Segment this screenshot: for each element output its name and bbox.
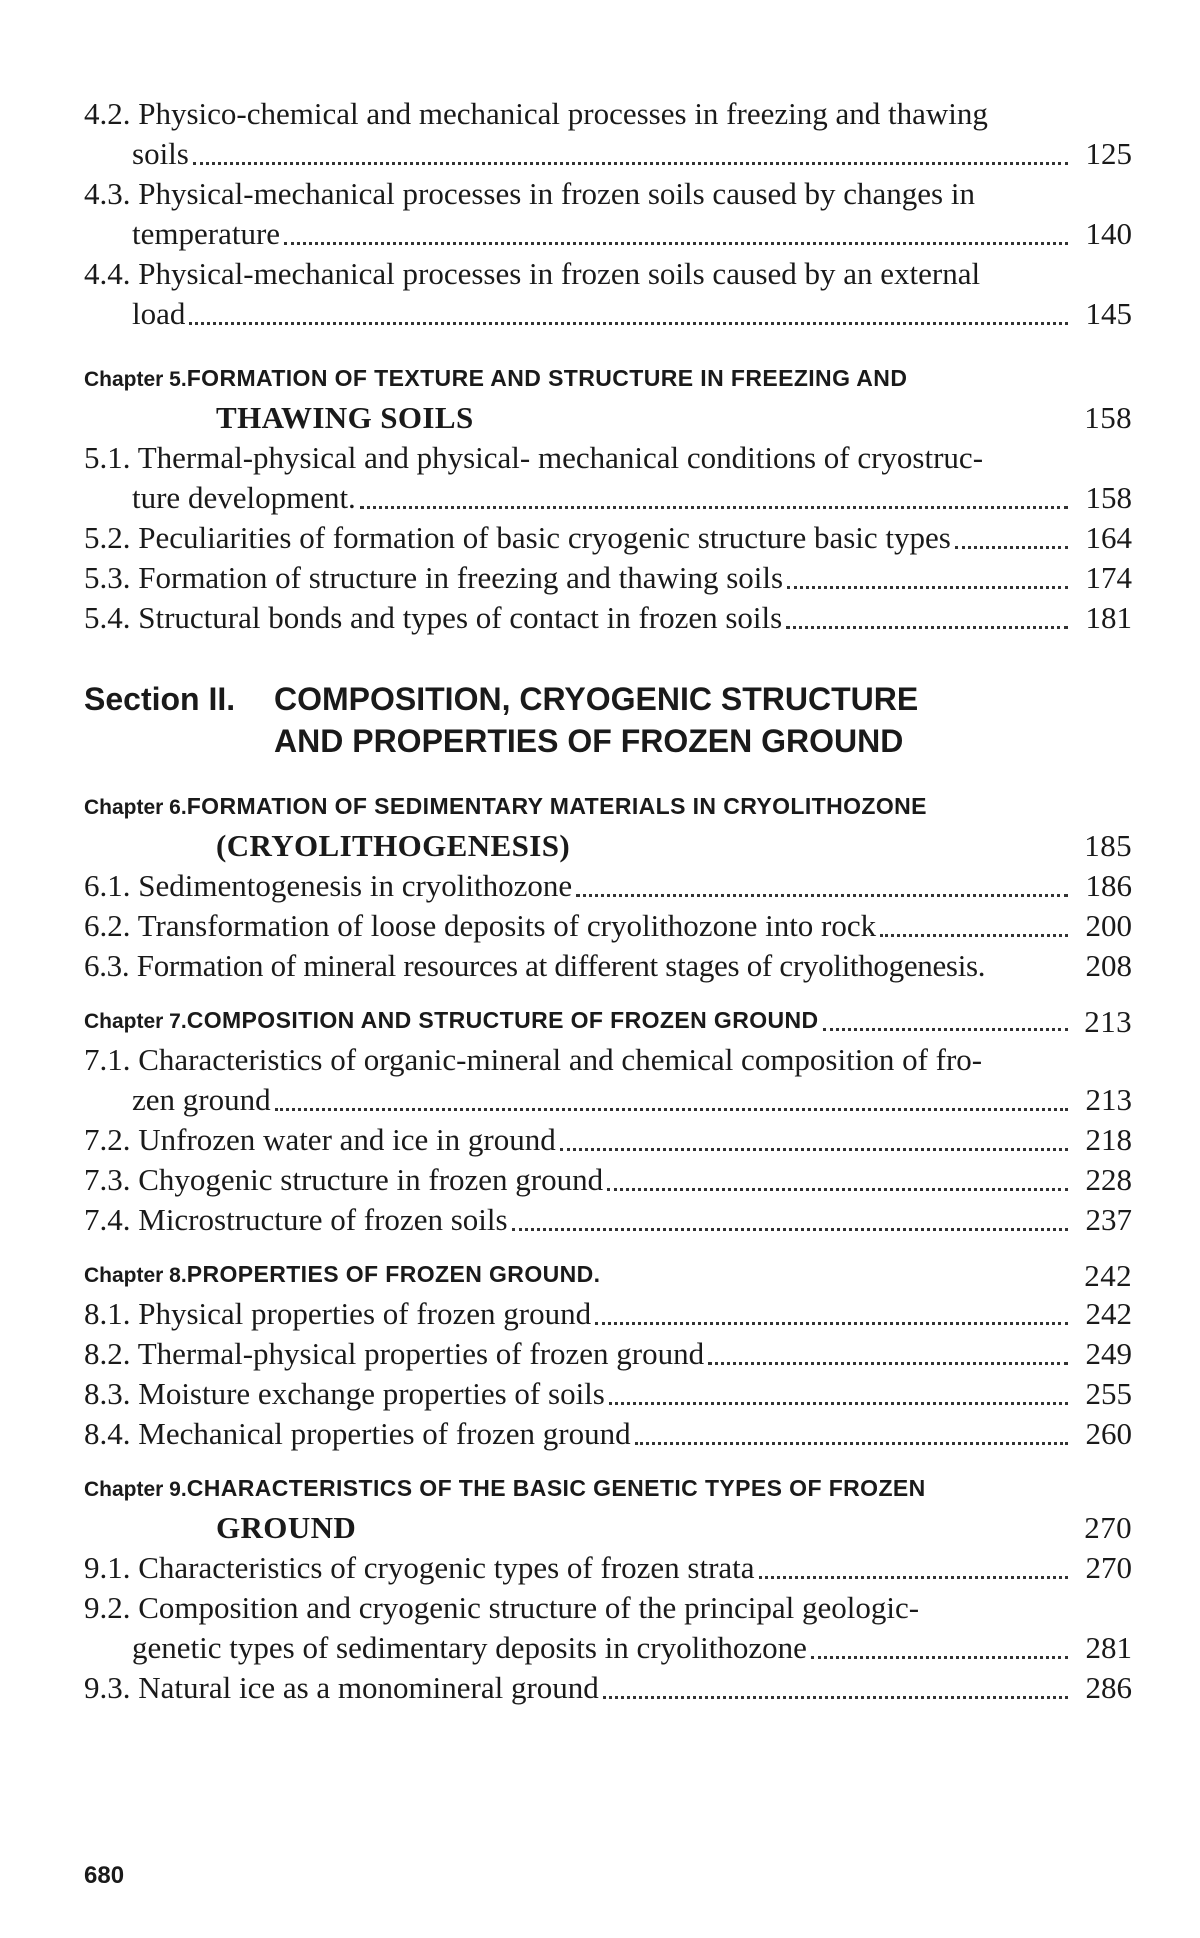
chapter-label: Chapter 8.	[84, 1264, 187, 1287]
entry-number: 7.1.	[84, 1042, 131, 1077]
toc-entry-9-3	[84, 1668, 1132, 1708]
entry-number: 6.2.	[84, 908, 131, 943]
chapter-title: CHARACTERISTICS OF THE BASIC GENETIC TYPES OF FROZEN	[186, 1475, 926, 1501]
page-number: 213	[1085, 1082, 1132, 1117]
page-number: 270	[1084, 1510, 1132, 1545]
chapter-label: Chapter 5.	[84, 368, 187, 391]
entry-title: Composition and cryogenic structure of the principal geologic-	[138, 1590, 920, 1625]
entry-title: Physical properties of frozen ground	[138, 1296, 592, 1331]
dot-leader	[360, 506, 1068, 509]
chapter-title: FORMATION OF TEXTURE AND STRUCTURE IN FREEZING AND	[186, 365, 908, 391]
toc-entry-8-1	[84, 1294, 1132, 1334]
toc-entry-7-4	[84, 1200, 1132, 1240]
chapter-title: PROPERTIES OF FROZEN GROUND.	[186, 1261, 601, 1287]
page-number: 237	[1085, 1202, 1132, 1237]
entry-number: 9.1.	[84, 1550, 131, 1585]
entry-title: Physical-mechanical processes in frozen soils caused by changes in	[138, 176, 975, 211]
entry-number: 6.1.	[84, 868, 131, 903]
toc-entry-4-2	[84, 94, 1132, 174]
page-number: 208	[1085, 948, 1132, 983]
dot-leader	[708, 1362, 1068, 1365]
dot-leader	[955, 546, 1068, 549]
entry-number: 6.3.	[84, 948, 130, 983]
dot-leader	[576, 894, 1068, 897]
page-number: 145	[1085, 296, 1132, 331]
toc-entry-9-2	[84, 1588, 1132, 1668]
entry-number: 8.3.	[84, 1376, 131, 1411]
dot-leader	[560, 1148, 1068, 1151]
toc-entry-7-1	[84, 1040, 1132, 1120]
dot-leader	[787, 586, 1068, 589]
page-number: 249	[1085, 1336, 1132, 1371]
entry-number: 8.1.	[84, 1296, 131, 1331]
toc-entry-6-2	[84, 906, 1132, 946]
chapter-title: FORMATION OF SEDIMENTARY MATERIALS IN CRYOLITHOZONE	[186, 793, 927, 819]
page-number: 286	[1085, 1670, 1132, 1705]
chapter-title-cont: THAWING SOILS	[216, 400, 474, 435]
page-number: 181	[1085, 600, 1132, 635]
page-number: 186	[1085, 868, 1132, 903]
section-title-cont: AND PROPERTIES OF FROZEN GROUND	[274, 723, 904, 759]
toc-entry-5-3	[84, 558, 1132, 598]
entry-title: Peculiarities of formation of basic cryogenic structure basic types	[138, 520, 951, 555]
page-number: 228	[1085, 1162, 1132, 1197]
toc-entry-9-1	[84, 1548, 1132, 1588]
entry-title: Formation of mineral resources at different stages of cryolithogenesis.	[136, 948, 986, 983]
entry-number: 8.2.	[84, 1336, 131, 1371]
section-label: Section II.	[84, 681, 236, 717]
chapter-8-heading	[84, 1256, 1132, 1294]
page-number: 270	[1085, 1550, 1132, 1585]
dot-leader	[786, 626, 1068, 629]
entry-number: 4.3.	[84, 176, 131, 211]
toc-entry-4-4	[84, 254, 1132, 334]
entry-number: 5.4.	[84, 600, 131, 635]
entry-title: Physico-chemical and mechanical processes in freezing and thawing	[138, 96, 988, 131]
dot-leader	[609, 1402, 1068, 1405]
page-number: 200	[1085, 908, 1132, 943]
chapter-label: Chapter 7.	[84, 1010, 187, 1033]
dot-leader	[189, 322, 1068, 325]
toc-entry-8-2	[84, 1334, 1132, 1374]
dot-leader	[635, 1442, 1068, 1445]
entry-title: Unfrozen water and ice in ground	[138, 1122, 556, 1157]
entry-title-cont: zen ground	[132, 1082, 271, 1117]
entry-title-cont: genetic types of sedimentary deposits in cryolithozone	[132, 1630, 807, 1665]
dot-leader	[811, 1656, 1068, 1659]
entry-title: Thermal-physical and physical- mechanical conditions of cryostruc-	[137, 440, 984, 475]
page-number: 158	[1084, 400, 1132, 435]
entry-number: 4.2.	[84, 96, 131, 131]
entry-title-cont: load	[132, 296, 186, 331]
entry-title: Characteristics of cryogenic types of frozen strata	[138, 1550, 755, 1585]
chapter-9-heading	[84, 1470, 1132, 1548]
entry-title-cont: ture development.	[132, 480, 356, 515]
page-number: 242	[1084, 1258, 1132, 1293]
entry-title: Physical-mechanical processes in frozen soils caused by an external	[138, 256, 981, 291]
page-number: 164	[1085, 520, 1132, 555]
chapter-5-heading	[84, 360, 1132, 438]
page-number: 140	[1085, 216, 1132, 251]
entry-number: 9.3.	[84, 1670, 131, 1705]
chapter-7-heading	[84, 1002, 1132, 1040]
chapter-label: Chapter 9.	[84, 1478, 187, 1501]
entry-number: 7.4.	[84, 1202, 131, 1237]
toc-entry-5-2	[84, 518, 1132, 558]
dot-leader	[603, 1696, 1068, 1699]
chapter-6-heading	[84, 788, 1132, 866]
entry-number: 5.3.	[84, 560, 131, 595]
entry-title: Formation of structure in freezing and thawing soils	[138, 560, 784, 595]
page-number: 174	[1085, 560, 1132, 595]
chapter-title-cont: GROUND	[216, 1510, 357, 1545]
page-number: 255	[1085, 1376, 1132, 1411]
entry-number: 5.1.	[84, 440, 131, 475]
dot-leader	[512, 1228, 1068, 1231]
entry-title-cont: soils	[132, 136, 189, 171]
section-2-heading	[84, 678, 1132, 762]
toc-entry-8-3	[84, 1374, 1132, 1414]
page-number: 242	[1085, 1296, 1132, 1331]
toc-entry-8-4	[84, 1414, 1132, 1454]
entry-title: Chyogenic structure in frozen ground	[138, 1162, 604, 1197]
entry-number: 4.4.	[84, 256, 131, 291]
page-number: 218	[1085, 1122, 1132, 1157]
toc-entry-4-3	[84, 174, 1132, 254]
toc-entry-6-3	[84, 946, 1132, 986]
page-number: 185	[1084, 828, 1132, 863]
entry-title-cont: temperature	[132, 216, 281, 251]
entry-number: 5.2.	[84, 520, 131, 555]
toc-entry-6-1	[84, 866, 1132, 906]
dot-leader	[595, 1322, 1068, 1325]
entry-title: Natural ice as a monomineral ground	[138, 1670, 599, 1705]
page-number: 281	[1085, 1630, 1132, 1665]
dot-leader	[823, 1028, 1068, 1031]
page-folio: 680	[84, 1862, 125, 1889]
entry-title: Moisture exchange properties of soils	[138, 1376, 605, 1411]
entry-title: Sedimentogenesis in cryolithozone	[138, 868, 573, 903]
dot-leader	[607, 1188, 1068, 1191]
entry-title: Transformation of loose deposits of cryolithozone into rock	[137, 908, 877, 943]
entry-title: Structural bonds and types of contact in frozen soils	[138, 600, 783, 635]
entry-title: Mechanical properties of frozen ground	[138, 1416, 631, 1451]
entry-title: Characteristics of organic-mineral and chemical composition of fro-	[138, 1042, 983, 1077]
dot-leader	[759, 1576, 1068, 1579]
entry-number: 7.2.	[84, 1122, 131, 1157]
entry-number: 8.4.	[84, 1416, 131, 1451]
section-title: COMPOSITION, CRYOGENIC STRUCTURE	[274, 681, 919, 717]
page-number: 260	[1085, 1416, 1132, 1451]
entry-number: 7.3.	[84, 1162, 131, 1197]
toc-entry-5-1	[84, 438, 1132, 518]
toc-entry-7-3	[84, 1160, 1132, 1200]
chapter-title: COMPOSITION AND STRUCTURE OF FROZEN GROUND	[186, 1007, 819, 1033]
entry-number: 9.2.	[84, 1590, 131, 1625]
table-of-contents	[84, 94, 1132, 1708]
dot-leader	[880, 934, 1068, 937]
chapter-title-cont: (CRYOLITHOGENESIS)	[216, 828, 571, 863]
chapter-label: Chapter 6.	[84, 796, 187, 819]
dot-leader	[193, 162, 1068, 165]
page-number: 125	[1085, 136, 1132, 171]
entry-title: Microstructure of frozen soils	[138, 1202, 508, 1237]
dot-leader	[284, 242, 1068, 245]
page-number: 158	[1085, 480, 1132, 515]
toc-entry-5-4	[84, 598, 1132, 638]
page-number: 213	[1084, 1004, 1132, 1039]
toc-entry-7-2	[84, 1120, 1132, 1160]
entry-title: Thermal-physical properties of frozen ground	[137, 1336, 705, 1371]
dot-leader	[275, 1108, 1068, 1111]
